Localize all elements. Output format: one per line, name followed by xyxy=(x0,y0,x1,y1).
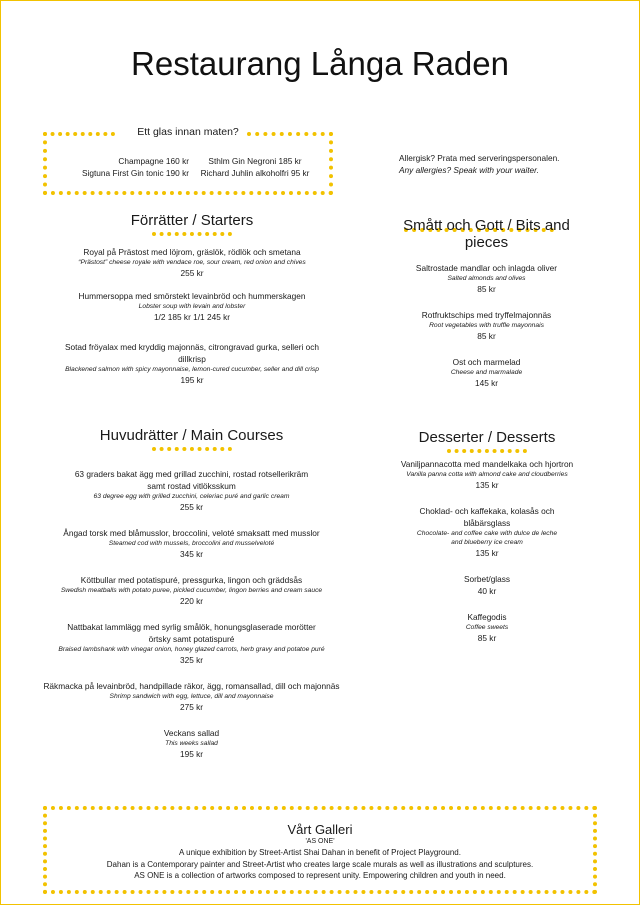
starters-heading: Förrätter / Starters xyxy=(130,212,254,229)
aperitif-heading: Ett glas innan maten? xyxy=(137,126,239,138)
item-name: Vaniljpannacotta med mandelkaka och hjortron xyxy=(400,459,574,469)
item-name: Rotfruktschips med tryffelmajonnäs xyxy=(421,310,552,320)
gallery-heading: Vårt Galleri xyxy=(287,822,353,837)
item-name: Ångad torsk med blåmusslor, broccolini, veloté smaksatt med musslor xyxy=(63,528,320,538)
item-name: Veckans sallad xyxy=(163,728,220,738)
item-english: Salted almonds and olives xyxy=(447,275,526,282)
menu-item xyxy=(399,262,574,295)
menu-item xyxy=(393,458,581,491)
item-name: 63 graders bakat ägg med grillad zucchini, rostad rotsellerikräm samt rostad vitlöksskum xyxy=(74,469,309,491)
item-name: Saltrostade mandlar och inlagda oliver xyxy=(415,263,558,273)
menu-item xyxy=(43,574,340,607)
item-english: Braised lambshank with vinegar onion, honey glazed carrots, herb gravy and potatoe puré xyxy=(58,646,325,653)
desserts-heading: Desserter / Desserts xyxy=(418,429,556,446)
item-price: 255 kr xyxy=(179,502,204,512)
allergy-note xyxy=(399,152,619,176)
aperitif-col-left xyxy=(61,155,189,179)
item-name: Sorbet/glass xyxy=(463,574,511,584)
item-price: 275 kr xyxy=(179,702,204,712)
item-price: 40 kr xyxy=(477,586,497,596)
bits-heading: Smått och Gott / Bits and pieces xyxy=(403,217,570,251)
desserts-section xyxy=(393,429,581,655)
item-price: 85 kr xyxy=(477,284,496,294)
page-title: Restaurang Långa Raden xyxy=(131,45,509,82)
item-name: Royal på Prästost med löjrom, gräslök, rödlök och smetana xyxy=(83,247,301,257)
gallery-content xyxy=(43,822,597,882)
item-english: Steamed cod with mussels, broccolini and musselveloté xyxy=(108,540,275,547)
item-english: Lobster soup with levain and lobster xyxy=(138,303,246,310)
item-name: Sotad fröyalax med kryddig majonnäs, citrongravad gurka, selleri och dillkrisp xyxy=(64,342,320,364)
gallery-line: Dahan is a Contemporary painter and Street-Artist who creates large scale murals as well as illustrations and sculptures. xyxy=(106,859,534,869)
gallery-subtitle: 'AS ONE' xyxy=(305,838,335,845)
allergy-sv: Allergisk? Prata med serveringspersonalen. xyxy=(399,153,560,163)
aperitif-item: Richard Juhlin alkoholfri 95 kr xyxy=(200,168,310,178)
item-name: Choklad- och kaffekaka, kolasås och blåbärsglass xyxy=(419,506,555,528)
item-english: Shrimp sandwich with egg, lettuce, dill and mayonnaise xyxy=(109,693,274,700)
item-name: Räkmacka på levainbröd, handpillade räkor, ägg, romansallad, dill och majonnäs xyxy=(43,681,340,691)
item-price: 135 kr xyxy=(475,480,499,490)
item-english: Blackened salmon with spicy mayonnaise, lemon-cured cucumber, seller and dill crisp xyxy=(65,366,319,373)
item-english: 63 degree egg with grilled zucchini, celeriac puré and garlic cream xyxy=(93,493,290,500)
item-name: Nattbakat lammlägg med syrlig smålök, honungsglaserade morötter örtsky samt potatispuré xyxy=(67,622,316,644)
aperitif-item: Sthlm Gin Negroni 185 kr xyxy=(208,156,302,166)
menu-item xyxy=(399,356,574,389)
allergy-en: Any allergies? Speak with your waiter. xyxy=(399,165,539,175)
item-price: 145 kr xyxy=(474,378,499,388)
item-english: Cheese and marmalade xyxy=(450,369,523,376)
mains-underline xyxy=(152,447,232,451)
menu-item xyxy=(43,727,340,760)
item-price: 255 kr xyxy=(180,268,204,278)
aperitif-item: Sigtuna First Gin tonic 190 kr xyxy=(82,168,189,178)
item-price: 220 kr xyxy=(179,596,204,606)
menu-item xyxy=(53,341,331,386)
mains-section xyxy=(43,427,340,771)
item-english: Swedish meatballs with potato puree, pickled cucumber, lingon berries and cream sauce xyxy=(60,587,323,594)
starters-section xyxy=(53,212,331,397)
menu-item xyxy=(43,527,340,560)
item-name: Köttbullar med potatispuré, pressgurka, lingon och gräddsås xyxy=(80,575,303,585)
item-name: Kaffegodis xyxy=(467,612,507,622)
item-price: 85 kr xyxy=(477,633,497,643)
item-price: 345 kr xyxy=(179,549,204,559)
item-english: Vanilla panna cotta with almond cake and cloudberries xyxy=(406,471,568,478)
mains-heading: Huvudrätter / Main Courses xyxy=(99,427,284,444)
desserts-underline xyxy=(447,449,527,453)
gallery-line: AS ONE is a collection of artworks composed to represent unity. Empowering children and youth in need. xyxy=(134,871,506,880)
aperitif-col-right xyxy=(195,155,315,179)
item-english: Chocolate- and coffee cake with dulce de leche and blueberry ice cream xyxy=(416,530,558,546)
item-english: This weeks sallad xyxy=(165,740,218,747)
menu-item xyxy=(53,290,331,323)
item-english: Coffee sweets xyxy=(465,624,509,631)
menu-item xyxy=(399,309,574,342)
starters-underline xyxy=(152,232,232,236)
item-price: 195 kr xyxy=(180,375,204,385)
menu-item xyxy=(393,573,581,597)
menu-item xyxy=(393,505,581,559)
item-english: Root vegetables with truffle mayonnais xyxy=(429,322,544,329)
gallery-line: A unique exhibition by Street-Artist Shai Dahan in benefit of Project Playground. xyxy=(179,848,461,857)
menu-item xyxy=(43,621,340,666)
menu-item xyxy=(393,611,581,644)
item-price: 85 kr xyxy=(477,331,496,341)
aperitif-item: Champagne 160 kr xyxy=(118,156,189,166)
bits-section xyxy=(399,217,574,400)
menu-item xyxy=(53,246,331,279)
item-english: “Prästost” cheese royale with vendace roe, sour cream, red onion and chives xyxy=(78,259,306,266)
menu-item xyxy=(43,468,340,513)
item-name: Ost och marmelad xyxy=(452,357,521,367)
item-price: 135 kr xyxy=(475,548,499,558)
item-price: 195 kr xyxy=(179,749,204,759)
item-price: 325 kr xyxy=(179,655,204,665)
item-price: 1/2 185 kr 1/1 245 kr xyxy=(153,312,231,322)
item-name: Hummersoppa med smörstekt levainbröd och hummerskagen xyxy=(78,291,306,301)
menu-item xyxy=(43,680,340,713)
